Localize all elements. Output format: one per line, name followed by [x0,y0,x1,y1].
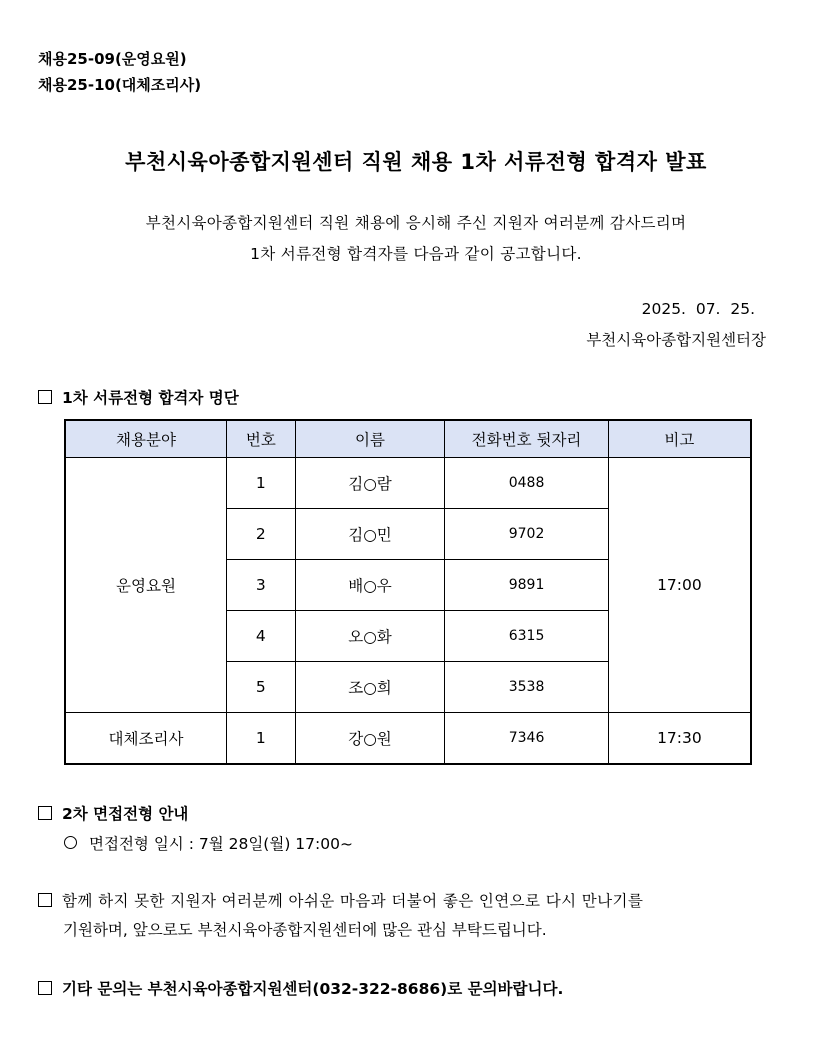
checkbox-square-icon [38,806,52,820]
name-cell: 김○람 [295,458,445,509]
field-cell: 대체조리사 [65,713,226,765]
column-header: 번호 [226,420,295,458]
closing-line: 함께 하지 못한 지원자 여러분께 아쉬운 마음과 더불어 좋은 인연으로 다시 만나기를 [62,892,644,910]
intro-line: 1차 서류전형 합격자를 다음과 같이 공고합니다. [250,245,582,263]
phone-cell: 9891 [445,560,609,611]
recruitment-code: 채용25-09(운영요원) [38,50,187,68]
table-row [65,713,751,765]
phone-cell: 7346 [445,713,609,765]
contact-text: 기타 문의는 부천시육아종합지원센터(032-322-8686)로 문의바랍니다. [62,980,564,998]
phone-cell: 3538 [445,662,609,713]
circle-bullet-icon [64,836,77,849]
recruitment-code: 채용25-10(대체조리사) [38,76,202,94]
announcement-date: 2025. 07. 25. [641,300,755,318]
note-cell: 17:00 [608,458,751,713]
name-cell: 김○민 [295,509,445,560]
column-header: 이름 [295,420,445,458]
number-cell: 3 [226,560,295,611]
name-cell: 오○화 [295,611,445,662]
intro-text [0,208,832,270]
column-header: 전화번호 뒷자리 [445,420,609,458]
checkbox-square-icon [38,390,52,404]
checkbox-square-icon [38,893,52,907]
section-interview-heading [38,802,188,824]
number-cell: 1 [226,458,295,509]
column-header: 비고 [608,420,751,458]
recruitment-codes [38,46,201,98]
field-cell: 운영요원 [65,458,226,713]
section-heading-text: 1차 서류전형 합격자 명단 [62,389,239,407]
number-cell: 5 [226,662,295,713]
section-heading-text: 2차 면접전형 안내 [62,805,189,823]
contact-info [38,977,563,999]
closing-line: 기원하며, 앞으로도 부천시육아종합지원센터에 많은 관심 부탁드립니다. [63,921,547,939]
number-cell: 4 [226,611,295,662]
checkbox-square-icon [38,981,52,995]
section-passers-heading [38,386,239,408]
phone-cell: 6315 [445,611,609,662]
name-cell: 배○우 [295,560,445,611]
number-cell: 1 [226,713,295,765]
phone-cell: 9702 [445,509,609,560]
number-cell: 2 [226,509,295,560]
phone-cell: 0488 [445,458,609,509]
passers-table [64,419,752,765]
table-header-row [65,420,751,458]
intro-line: 부천시육아종합지원센터 직원 채용에 응시해 주신 지원자 여러분께 감사드리며 [145,214,687,232]
page-title: 부천시육아종합지원센터 직원 채용 1차 서류전형 합격자 발표 [125,150,707,174]
table-row [65,458,751,509]
interview-schedule-text: 면접전형 일시 : 7월 28일(월) 17:00~ [89,835,353,853]
name-cell: 조○희 [295,662,445,713]
interview-schedule [64,832,353,854]
closing-message [38,887,788,945]
signature: 부천시육아종합지원센터장 [586,331,766,349]
note-cell: 17:30 [608,713,751,765]
column-header: 채용분야 [65,420,226,458]
name-cell: 강○원 [295,713,445,765]
